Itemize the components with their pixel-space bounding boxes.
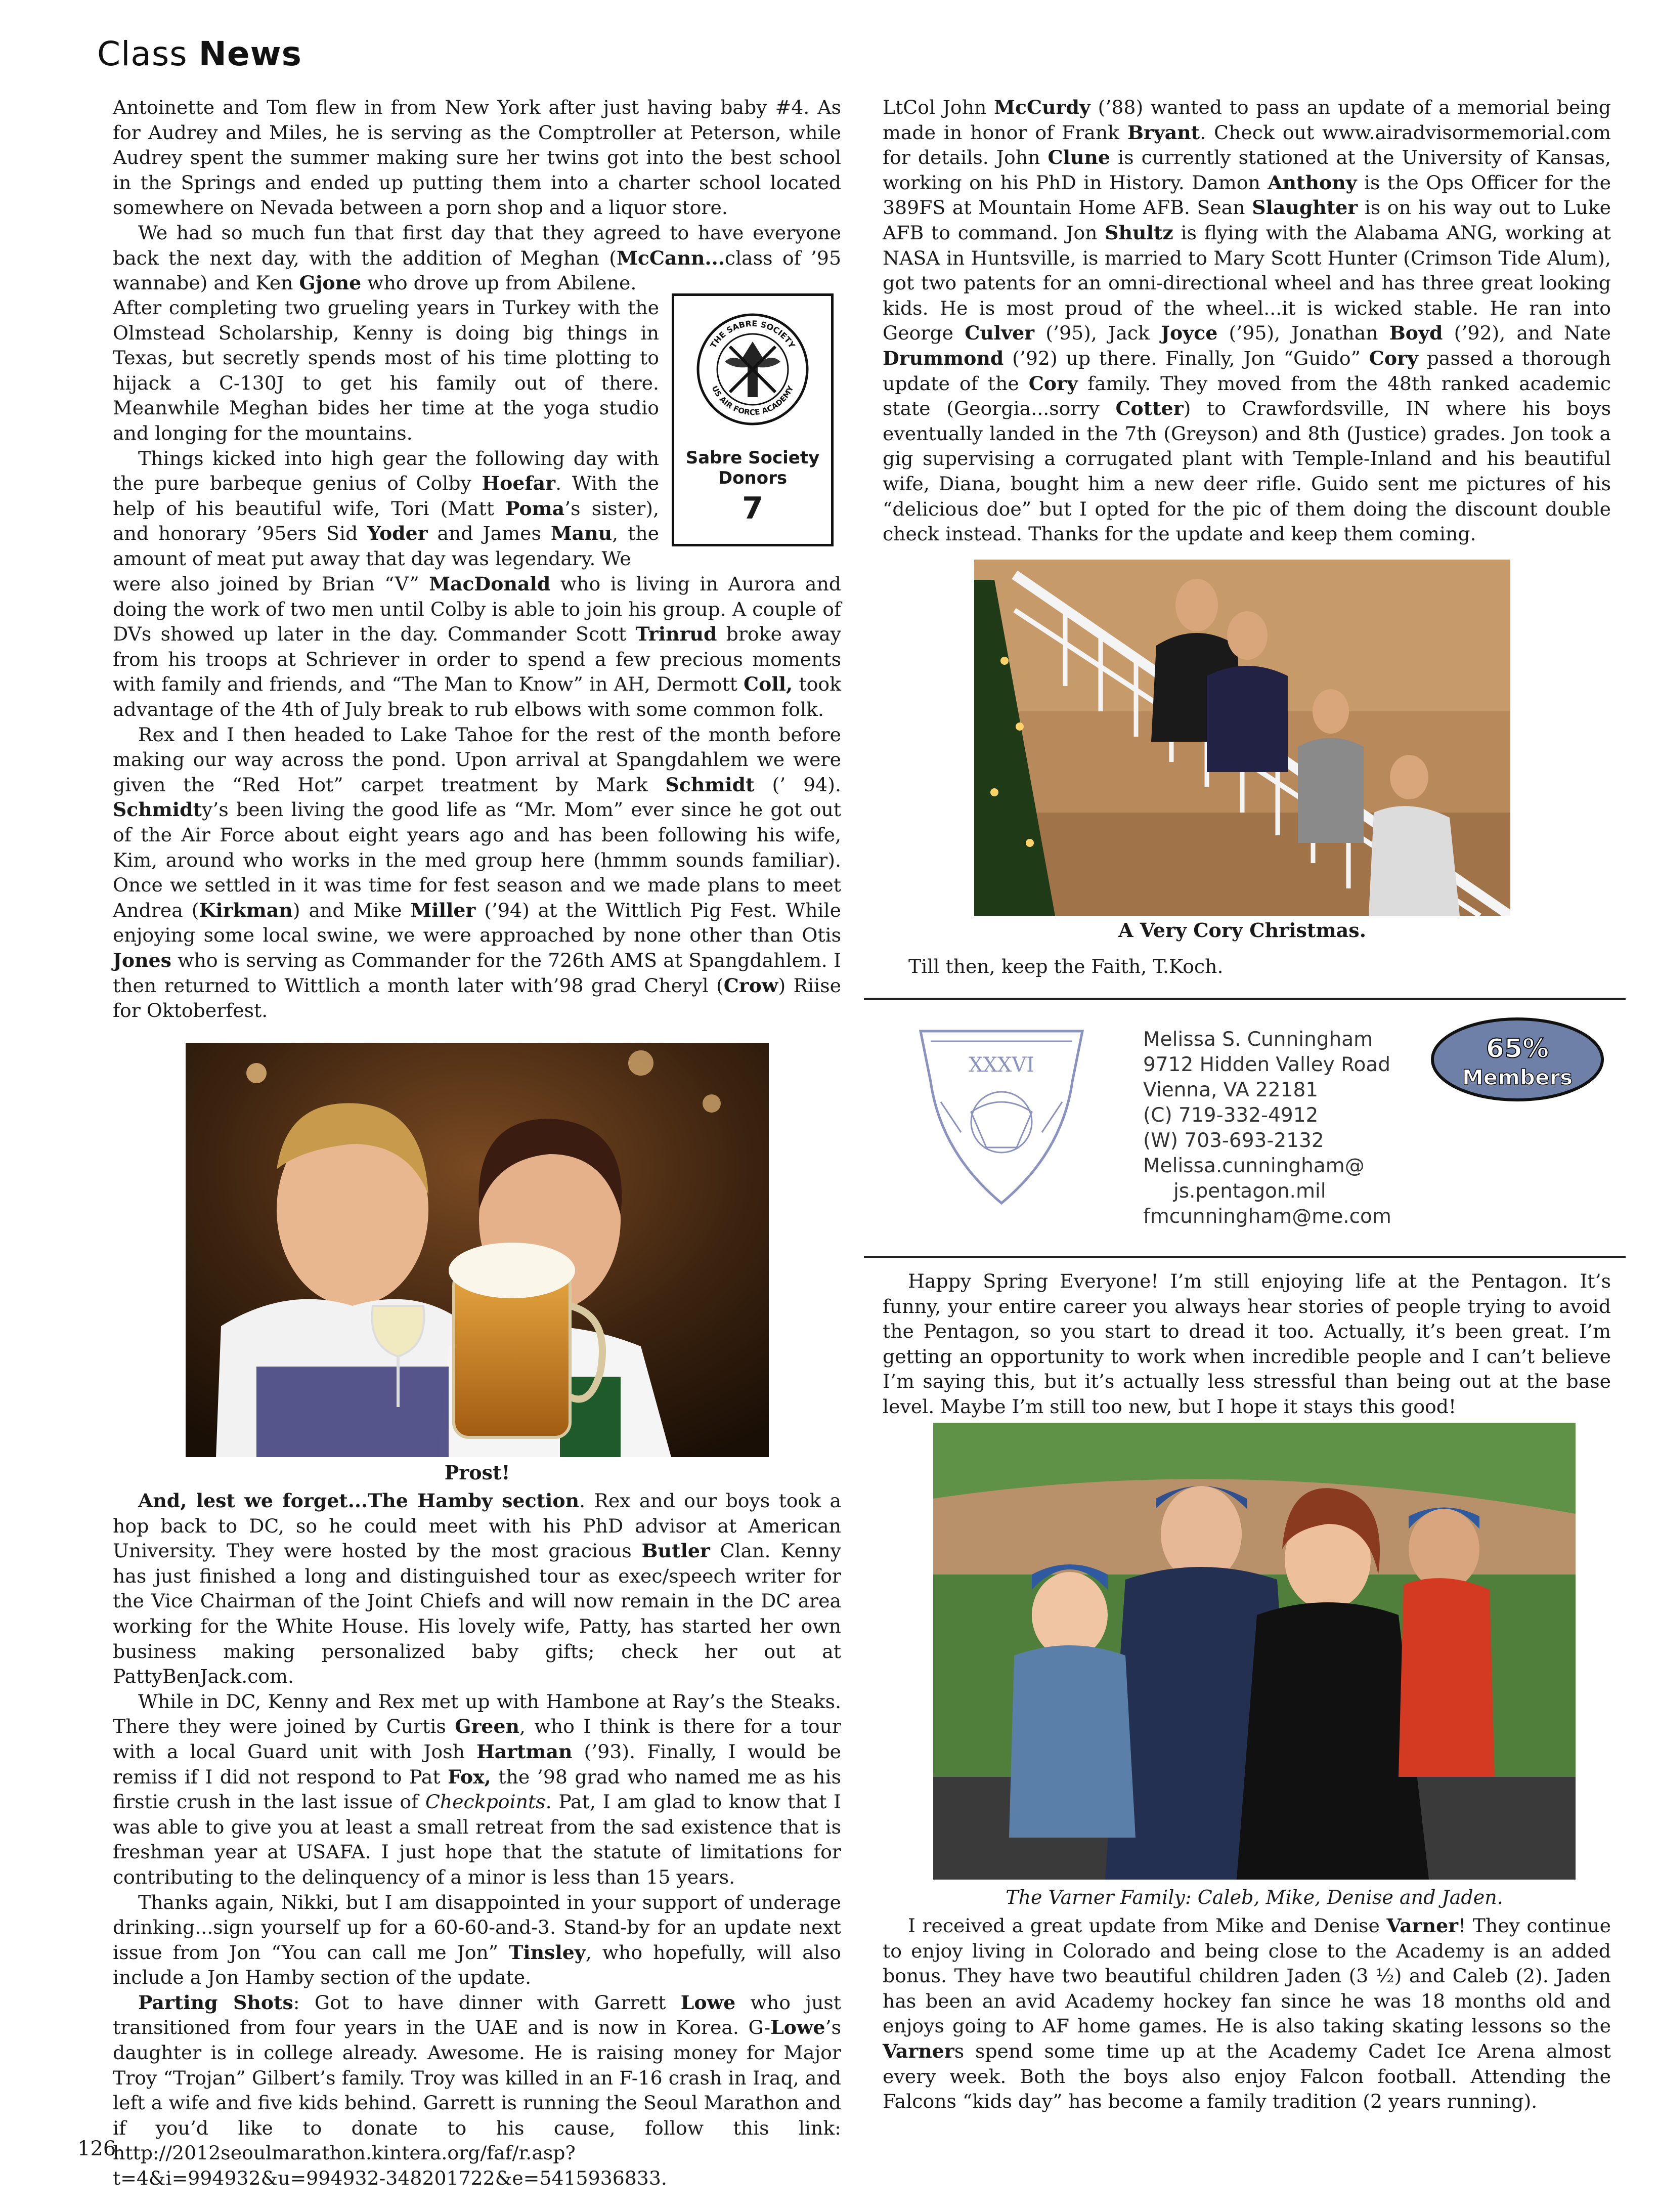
members-pct: 65% (1486, 1034, 1549, 1064)
contact-street: 9712 Hidden Valley Road (1143, 1053, 1390, 1076)
contact-email-2[interactable]: fmcunningham@me.com (1143, 1205, 1391, 1228)
contact-name: Melissa S. Cunningham (1143, 1028, 1373, 1051)
badge-line1: Sabre Society (685, 448, 820, 468)
page-number: 126 (77, 2137, 116, 2160)
paragraph: were also joined by Brian “V” MacDonald who is living in Aurora and doing the work of two men until Colby is able to join his group. A couple of DVs showed up later in the day. Commander Scott Trinrud broke away from his troops at Schriever in order to spend a few precious moments with family and friends, and “The Man to Know” in AH, Dermott Coll, took advantage of the 4th of July break to rub elbows with some common folk. (113, 573, 842, 720)
left-column-middle (113, 572, 841, 1024)
paragraph: Thanks again, Nikki, but I am disappointed in your support of underage drinking...sign yourself up for a 60-60-and-3. Stand-by for an update next issue from Jon “You can call me Jon” Tinsley, who hopefully, will also include a Jon Hamby section of the update. (113, 1891, 841, 1989)
baseball-family-photo-icon (933, 1423, 1576, 1880)
section-divider-top (864, 998, 1626, 1000)
varner-photo (933, 1423, 1576, 1880)
left-column-bottom (113, 1488, 841, 2191)
paragraph: Antoinette and Tom flew in from New York after just having baby #4. As for Audrey and Miles, he is serving as the Comptroller at Peterson, while Audrey spent the summer making sure her twins got into the best school in the Springs and ended up putting them into a charter school located somewhere on Nevada between a porn shop and a liquor store. (113, 96, 841, 219)
varner-caption: The Varner Family: Caleb, Mike, Denise and Jaden. (1006, 1886, 1503, 1908)
paragraph: I received a great update from Mike and Denise Varner! They continue to enjoy living in Colorado and being close to the Academy is an added bonus. They have two beautiful children Jaden (3 ½) and Caleb (2). Jaden has been an avid Academy hockey fan since he was 18 months old and enjoys going to AF home games. He is also taking skating lessons so the Varners spend some time up at the Academy Cadet Ice Arena almost every week. Both the boys also enjoy Falcon football. Attending the Falcons “kids day” has become a family tradition (2 years running). (883, 1915, 1611, 2113)
header-news: News (198, 34, 302, 73)
staircase-photo-icon (974, 560, 1510, 916)
paragraph: LtCol John McCurdy (’88) wanted to pass an update of a memorial being made in honor of Frank Bryant. Check out www.airadvisormemorial.com for details. John Clune is currently stationed at the University of Kansas, working on his PhD in History. Damon Anthony is the Ops Officer for the 389FS at Mountain Home AFB. Sean Slaughter is on his way out to Luke AFB to command. Jon Shultz is flying with the Alabama ANG, working at NASA in Huntsville, is married to Mary Scott Hunter (Crimson Tide Alum), got two patents for an omni-directional wheel and has three great looking kids. He is most proud of the wheel...it is wicked stable. He ran into George Culver (’95), Jack Joyce (’95), Jonathan Boyd (’92), and Nate Drummond (’92) up there. Finally, Jon “Guido” Cory passed a thorough update of the Cory family. They moved from the 48th ranked academic state (Georgia...sorry Cotter) to Crawfordsville, IN where his boys eventually landed in the 7th (Greyson) and 8th (Justice) grades. Jon took a gig supervising a corrugated plant with Temple-Inland and his beautiful wife, Diana, bought him a new deer rifle. Guido sent me pictures of his “delicious doe” but I opted for the pic of them doing the discount double check instead. Thanks for the update and keep them coming. (883, 96, 1611, 545)
paragraph: And, lest we forget...The Hamby section. Rex and our boys took a hop back to DC, so he could meet with his PhD advisor at American University. They were hosted by the most gracious Butler Clan. Kenny has just finished a long and distinguished tour as exec/speech writer for the Vice Chairman of the Joint Chiefs and will now remain in the DC area working for the White House. His lovely wife, Patty, has started her own business making personalized baby gifts; check her out at PattyBenJack.com. (113, 1490, 841, 1688)
section-divider-bottom (864, 1256, 1626, 1258)
right-column-bottom (883, 1913, 1611, 2114)
contact-cell: (C) 719-332-4912 (1143, 1104, 1319, 1127)
prost-caption: Prost! (444, 1461, 510, 1484)
paragraph: Rex and I then headed to Lake Tahoe for the rest of the month before making our way across the pond. Upon arrival at Spangdahlem we were given the “Red Hot” carpet treatment by Mark Schmidt (’ 94). Schmidty’s been living the good life as “Mr. Mom” ever since he got out of the Air Force about eight years ago and has been following his wife, Kim, around who works in the med group here (hmmm sounds familiar). Once we settled in it was time for fest season and we made plans to meet Andrea (Kirkman) and Mike Miller (’94) at the Wittlich Pig Fest. While enjoying some local swine, we were approached by none other than Otis Jones who is serving as Commander for the 726th AMS at Spangdahlem. I then returned to Wittlich a month later with’98 grad Cheryl (Crow) Riise for Oktoberfest. (113, 723, 842, 1022)
right-column-top (883, 95, 1611, 547)
contact-block (1143, 1027, 1391, 1229)
prost-photo (186, 1043, 769, 1457)
seal-arc-top: THE SABRE SOCIETY (708, 318, 797, 350)
sabre-society-seal-icon (694, 311, 811, 428)
left-column-top (113, 95, 841, 296)
badge-number: 7 (742, 491, 763, 526)
header-class: Class (97, 34, 188, 73)
cory-photo (974, 560, 1510, 916)
section-header (97, 34, 302, 73)
cory-caption: A Very Cory Christmas. (1118, 919, 1366, 942)
badge-line2: Donors (718, 468, 788, 488)
left-column-wrap (113, 295, 659, 572)
seal-arc-bottom: US AIR FORCE ACADEMY (710, 384, 796, 417)
class-crest-icon (910, 1021, 1093, 1213)
contact-work: (W) 703-693-2132 (1143, 1129, 1324, 1152)
paragraph: After completing two grueling years in Turkey with the Olmstead Scholarship, Kenny is doing big things in Texas, but secretly spends most of his time plotting to hijack a C-130J to get his family out of there. Meanwhile Meghan bides her time at the yoga studio and longing for the mountains. (113, 296, 659, 444)
paragraph: Happy Spring Everyone! I’m still enjoying life at the Pentagon. It’s funny, your entire career you always hear stories of people trying to avoid the Pentagon, so you start to dread it too. Actually, it’s been great. I’m getting an opportunity to work when incredible people and I can’t believe I’m saying this, but it’s actually less stressful than being out at the base level. Maybe I’m still too new, but I hope it stays this good! (883, 1270, 1611, 1418)
members-label: Members (1462, 1065, 1573, 1090)
crest-year: XXXVI (968, 1053, 1035, 1077)
paragraph: Parting Shots: Got to have dinner with Garrett Lowe who just transitioned from four years in the UAE and is now in Korea. G-Lowe’s daughter is in college already. Awesome. He is raising money for Major Troy “Trojan” Gilbert’s family. Troy was killed in an F-16 crash in Iraq, and left a wife and five kids behind. Garrett is running the Seoul Marathon and if you’d like to donate to his cause, follow this link: http://2012seoulmarathon.kintera.org/faf/r.asp?t=4&i=994932&u=994932-348201722&e=5415936833. (113, 1991, 841, 2190)
contact-email-1b[interactable]: js.pentagon.mil (1173, 1180, 1326, 1203)
paragraph: Things kicked into high gear the following day with the pure barbeque genius of Colby Hoefar. With the help of his beautiful wife, Tori (Matt Poma’s sister), and honorary ’95ers Sid Yoder and James Manu, the amount of meat put away that day was legendary. We (113, 447, 659, 570)
contact-city: Vienna, VA 22181 (1143, 1079, 1319, 1101)
members-badge (1429, 1016, 1605, 1103)
right-column-middle (883, 1269, 1611, 1420)
paragraph: We had so much fun that first day that they agreed to have everyone back the next day, with the addition of Meghan (McCann...class of ’95 wannabe) and Ken Gjone who drove up from Abilene. (113, 221, 841, 294)
signoff: Till then, keep the Faith, T.Koch. (908, 955, 1224, 977)
beer-toast-photo-icon (186, 1043, 769, 1457)
sabre-society-badge (672, 293, 834, 546)
paragraph: While in DC, Kenny and Rex met up with Hambone at Ray’s the Steaks. There they were joined by Curtis Green, who I think is there for a tour with a local Guard unit with Josh Hartman (’93). Finally, I would be remiss if I did not respond to Pat Fox, the ’98 grad who named me as his firstie crush in the last issue of Checkpoints. Pat, I am glad to know that I was able to give you at least a small retreat from the sad existence that is freshman year at USAFA. I just hope that the statute of limitations for contributing to the delinquency of a minor is less than 15 years. (113, 1690, 841, 1888)
contact-email-1[interactable]: Melissa.cunningham@ (1143, 1155, 1365, 1177)
